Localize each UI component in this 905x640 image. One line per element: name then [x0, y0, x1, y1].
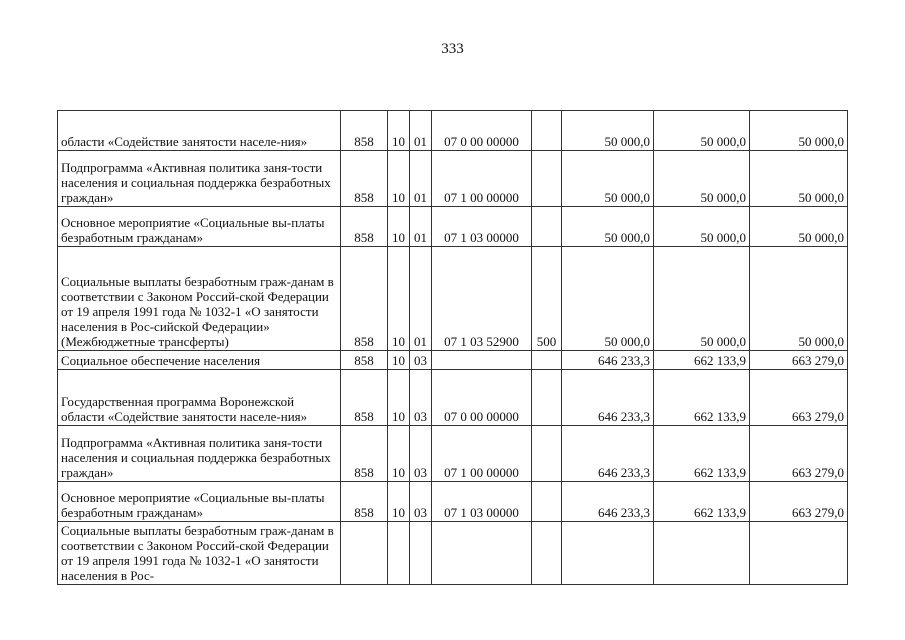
row-amount-year2: 50 000,0: [654, 247, 750, 351]
row-csr: 07 1 00 00000: [432, 151, 532, 207]
row-vr: [532, 207, 562, 247]
row-amount-year2: 662 133,9: [654, 426, 750, 482]
row-rz: [388, 522, 410, 585]
row-rz: 10: [388, 482, 410, 522]
row-csr: 07 0 00 00000: [432, 370, 532, 426]
row-amount-year1: 50 000,0: [562, 111, 654, 151]
row-pr: 01: [410, 247, 432, 351]
row-amount-year2: 50 000,0: [654, 207, 750, 247]
row-pr: 03: [410, 370, 432, 426]
row-csr: 07 1 00 00000: [432, 426, 532, 482]
row-vr: [532, 111, 562, 151]
row-gr: 858: [341, 151, 388, 207]
row-amount-year3: 663 279,0: [750, 351, 848, 370]
row-rz: 10: [388, 426, 410, 482]
page-number: 333: [441, 41, 464, 57]
row-gr: 858: [341, 247, 388, 351]
row-name: области «Содействие занятости населе-ния»: [58, 111, 341, 151]
row-vr: [532, 351, 562, 370]
row-amount-year2: 662 133,9: [654, 370, 750, 426]
row-amount-year1: 50 000,0: [562, 151, 654, 207]
row-gr: 858: [341, 426, 388, 482]
row-amount-year1: 646 233,3: [562, 351, 654, 370]
row-name: Основное мероприятие «Социальные вы-платы безработным гражданам»: [58, 207, 341, 247]
row-amount-year3: 50 000,0: [750, 207, 848, 247]
row-gr: 858: [341, 482, 388, 522]
table-row: [58, 247, 848, 351]
row-vr: [532, 151, 562, 207]
row-name: Подпрограмма «Активная политика заня-тости населения и социальная поддержка безработных граждан»: [58, 151, 341, 207]
row-pr: 03: [410, 426, 432, 482]
row-amount-year3: 50 000,0: [750, 247, 848, 351]
row-csr: [432, 522, 532, 585]
row-amount-year1: [562, 522, 654, 585]
row-name: Подпрограмма «Активная политика заня-тости населения и социальная поддержка безработных граждан»: [58, 426, 341, 482]
row-rz: 10: [388, 151, 410, 207]
table-row: [58, 207, 848, 247]
table-row: [58, 370, 848, 426]
row-gr: [341, 522, 388, 585]
row-amount-year3: 663 279,0: [750, 426, 848, 482]
row-amount-year1: 50 000,0: [562, 207, 654, 247]
row-rz: 10: [388, 111, 410, 151]
row-rz: 10: [388, 207, 410, 247]
table-row: [58, 482, 848, 522]
row-name: Основное мероприятие «Социальные вы-платы безработным гражданам»: [58, 482, 341, 522]
row-rz: 10: [388, 370, 410, 426]
row-vr: [532, 426, 562, 482]
row-pr: [410, 522, 432, 585]
row-gr: 858: [341, 207, 388, 247]
row-vr: [532, 522, 562, 585]
row-amount-year3: 663 279,0: [750, 482, 848, 522]
row-name: Социальные выплаты безработным граж-данам в соответствии с Законом Россий-ской Федерации от 19 апреля 1991 года № 1032-1 «О занятости населения в Рос-: [58, 522, 341, 585]
row-amount-year2: 50 000,0: [654, 111, 750, 151]
row-pr: 01: [410, 151, 432, 207]
row-csr: 07 1 03 00000: [432, 207, 532, 247]
row-amount-year2: [654, 522, 750, 585]
row-vr: [532, 370, 562, 426]
table-row: [58, 111, 848, 151]
budget-table: [57, 110, 848, 585]
table-row: [58, 522, 848, 585]
row-csr: [432, 351, 532, 370]
row-name: Государственная программа Воронежской области «Содействие занятости населе-ния»: [58, 370, 341, 426]
row-amount-year3: 663 279,0: [750, 370, 848, 426]
row-gr: 858: [341, 351, 388, 370]
row-amount-year1: 646 233,3: [562, 426, 654, 482]
table-row: [58, 151, 848, 207]
row-amount-year1: 646 233,3: [562, 370, 654, 426]
row-vr: [532, 482, 562, 522]
row-name: Социальные выплаты безработным граж-данам в соответствии с Законом Россий-ской Федерации от 19 апреля 1991 года № 1032-1 «О занятости населения в Рос-сийской Федерации» (Межбюджетные трансферты): [58, 247, 341, 351]
row-amount-year2: 662 133,9: [654, 482, 750, 522]
row-pr: 01: [410, 207, 432, 247]
table-row: [58, 351, 848, 370]
row-rz: 10: [388, 351, 410, 370]
row-gr: 858: [341, 111, 388, 151]
row-amount-year2: 662 133,9: [654, 351, 750, 370]
row-amount-year1: 646 233,3: [562, 482, 654, 522]
row-amount-year2: 50 000,0: [654, 151, 750, 207]
row-csr: 07 1 03 00000: [432, 482, 532, 522]
row-csr: 07 0 00 00000: [432, 111, 532, 151]
row-amount-year1: 50 000,0: [562, 247, 654, 351]
row-name: Социальное обеспечение населения: [58, 351, 341, 370]
row-pr: 03: [410, 482, 432, 522]
table-row: [58, 426, 848, 482]
row-csr: 07 1 03 52900: [432, 247, 532, 351]
row-amount-year3: [750, 522, 848, 585]
row-vr: 500: [532, 247, 562, 351]
row-pr: 03: [410, 351, 432, 370]
row-gr: 858: [341, 370, 388, 426]
row-rz: 10: [388, 247, 410, 351]
row-amount-year3: 50 000,0: [750, 111, 848, 151]
row-amount-year3: 50 000,0: [750, 151, 848, 207]
row-pr: 01: [410, 111, 432, 151]
